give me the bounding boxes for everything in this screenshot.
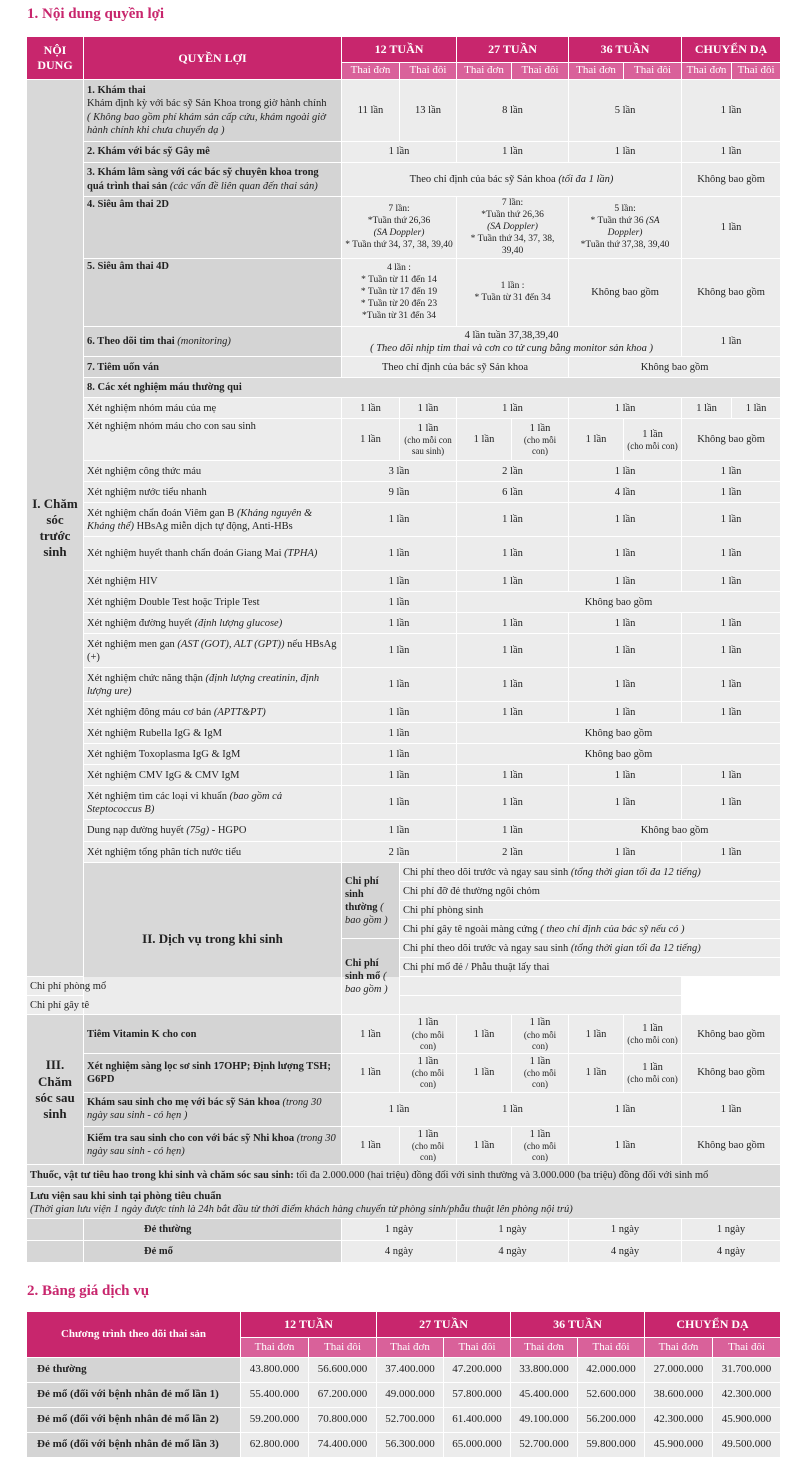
cell: 1 lần [682, 668, 781, 702]
cell: 1 lần [342, 142, 457, 163]
price-cell: 52.700.000 [511, 1433, 578, 1458]
row-kham-sau-sinh-con: Kiểm tra sau sinh cho con với bác sỹ Nhi khoa (trong 30 ngày sau sinh - có hẹn) [84, 1126, 342, 1165]
cell: 1 ngày [457, 1219, 569, 1241]
cell: 1 lần [342, 820, 457, 842]
cell: 1 lần [569, 571, 682, 592]
cell: Không bao gồm [682, 259, 781, 327]
header-thai-doi: Thai đôi [400, 63, 457, 80]
row-xn-cong-thuc-mau: Xét nghiệm công thức máu [84, 461, 342, 482]
cell: 1 lần [569, 503, 682, 537]
cell: 1 ngày [342, 1219, 457, 1241]
price-cell: 59.800.000 [578, 1433, 645, 1458]
cell: 1 lần [457, 142, 569, 163]
cell: 1 lần [682, 765, 781, 786]
cell: 7 lần: *Tuần thứ 26,36 (SA Doppler) * Tuần thứ 34, 37, 38, 39,40 [457, 197, 569, 259]
price-row-label: Đẻ thường [27, 1358, 241, 1383]
cell: 1 lần [457, 634, 569, 668]
cell: 1 lần (cho mỗi con) [624, 1054, 682, 1093]
cell: 1 lần (cho mỗi con) [400, 1054, 457, 1093]
cell: Không bao gồm [682, 1015, 781, 1054]
cell: 1 lần [342, 1126, 400, 1165]
row-xn-double-test: Xét nghiệm Double Test hoặc Triple Test [84, 592, 342, 613]
price-cell: 45.400.000 [511, 1383, 578, 1408]
cell: 1 lần [569, 461, 682, 482]
cell: Không bao gồm [569, 357, 781, 378]
cell: 4 lần : * Tuần từ 11 đến 14 * Tuần từ 17 đến 19 * Tuần từ 20 đến 23 *Tuần từ 31 đến 34 [342, 259, 457, 327]
row-chi-phi-sinh-mo: Chi phí sinh mổ ( bao gồm ) [342, 939, 400, 1015]
cell: 1 lần [682, 702, 781, 723]
cell: 1 lần [682, 142, 781, 163]
cell: 1 lần [342, 1015, 400, 1054]
price-cell: 56.300.000 [377, 1433, 444, 1458]
row-xn-men-gan: Xét nghiệm men gan (AST (GOT), ALT (GPT)) nếu HBsAg (+) [84, 634, 342, 668]
price-cell: 49.000.000 [377, 1383, 444, 1408]
cell: 1 lần [569, 634, 682, 668]
cell: 1 lần [457, 765, 569, 786]
cell: Theo chỉ định của bác sỹ Sản khoa [342, 357, 569, 378]
cell: 1 ngày [682, 1219, 781, 1241]
cell: Theo chỉ định của bác sỹ Sản khoa (tối đa 1 lần) [342, 163, 682, 197]
row-xn-giang-mai: Xét nghiệm huyết thanh chẩn đoán Giang Mai (TPHA) [84, 537, 342, 571]
row-luu-vien: Lưu viện sau khi sinh tại phòng tiêu chuẩn (Thời gian lưu viện 1 ngày được tính là 24h bắt đầu từ thời điểm khách hàng chuyển từ phòng sinh/phẫu thuật lên phòng nội trú) [27, 1187, 781, 1219]
cell: 1 lần (cho mỗi con) [400, 1126, 457, 1165]
cell: 1 lần [457, 1054, 512, 1093]
row-xn-rubella: Xét nghiệm Rubella IgG & IgM [84, 723, 342, 744]
cell: 1 lần [457, 537, 569, 571]
section-2-title: 2. Bảng giá dịch vụ [27, 1283, 150, 1299]
cell: 1 lần [569, 1054, 624, 1093]
cell: Không bao gồm [569, 820, 781, 842]
cell: Chi phí phòng mổ [27, 977, 682, 996]
cell: 1 lần [569, 668, 682, 702]
price-row-label: Đẻ mổ (đối với bệnh nhân đẻ mổ lần 2) [27, 1408, 241, 1433]
price-header-thai-doi: Thai đôi [713, 1338, 781, 1358]
cell: 1 lần [342, 702, 457, 723]
row-sang-loc-so-sinh: Xét nghiệm sàng lọc sơ sinh 17OHP; Định lượng TSH; G6PD [84, 1054, 342, 1093]
cell: 1 lần [569, 142, 682, 163]
cell: Không bao gồm [682, 1126, 781, 1165]
cell: 4 ngày [682, 1241, 781, 1263]
cell: 1 lần [457, 398, 569, 419]
cell: Không bao gồm [457, 723, 781, 744]
price-cell: 42.300.000 [645, 1408, 713, 1433]
cell: 1 lần [682, 613, 781, 634]
price-cell: 43.800.000 [241, 1358, 309, 1383]
cell: 1 lần [569, 1126, 682, 1165]
cell: 1 lần [342, 634, 457, 668]
row-xn-vi-khuan: Xét nghiệm tìm các loại vi khuẩn (bao gồm cả Steptococcus B) [84, 786, 342, 820]
cell: 1 lần [569, 786, 682, 820]
row-kham-gay-me: 2. Khám với bác sỹ Gây mê [84, 142, 342, 163]
section-label-pre-natal: I. Chăm sóc trước sinh [27, 80, 84, 977]
cell: 4 ngày [342, 1241, 457, 1263]
cell: 1 lần [569, 398, 682, 419]
header-noi-dung: NỘI DUNG [27, 37, 84, 80]
cell: 1 lần [569, 1015, 624, 1054]
cell: 1 lần [682, 571, 781, 592]
cell: 11 lần [342, 80, 400, 142]
row-kham-thai: 1. Khám thai Khám định kỳ với bác sỹ Sản Khoa trong giờ hành chính ( Không bao gồm phí khám sản cấp cứu, khám ngoài giờ hành chính khi chưa chuyển dạ ) [84, 80, 342, 142]
cell: Không bao gồm [682, 163, 781, 197]
price-header-program: Chương trình theo dõi thai sản [27, 1312, 241, 1358]
cell: 1 lần [682, 537, 781, 571]
cell: 1 lần [569, 419, 624, 461]
row-xn-toxoplasma: Xét nghiệm Toxoplasma IgG & IgM [84, 744, 342, 765]
row-sieu-am-4d: 5. Siêu âm thai 4D [84, 259, 342, 327]
price-header-package: 12 TUẦN [241, 1312, 377, 1338]
price-header-package: CHUYỂN DẠ [645, 1312, 781, 1338]
cell: 2 lần [457, 461, 569, 482]
cell: 4 lần tuần 37,38,39,40 ( Theo dõi nhịp tim thai và cơn co tử cung bằng monitor sản khoa ) [342, 327, 682, 357]
row-kham-lam-sang: 3. Khám lâm sàng với các bác sỹ chuyên khoa trong quá trình thai sản (các vấn đề liên quan đến thai sản) [84, 163, 342, 197]
cell: 1 lần (cho mỗi con) [400, 1015, 457, 1054]
cell: 9 lần [342, 482, 457, 503]
row-thuoc-vat-tu: Thuốc, vật tư tiêu hao trong khi sinh và chăm sóc sau sinh: tối đa 2.000.000 (hai triệu) đồng đối với sinh thường và 3.000.000 (ba triệu) đồng đối với sinh mổ [27, 1165, 781, 1187]
cell: 13 lần [400, 80, 457, 142]
cell-empty [27, 1219, 84, 1241]
price-cell: 49.100.000 [511, 1408, 578, 1433]
header-thai-doi: Thai đôi [624, 63, 682, 80]
cell: 1 lần [569, 1092, 682, 1126]
price-header-thai-doi: Thai đôi [309, 1338, 377, 1358]
price-cell: 70.800.000 [309, 1408, 377, 1433]
price-cell: 52.700.000 [377, 1408, 444, 1433]
cell: 1 lần (cho mỗi con) [624, 419, 682, 461]
cell: 1 lần [682, 634, 781, 668]
cell: 1 ngày [569, 1219, 682, 1241]
cell: 1 lần [732, 398, 781, 419]
row-vitamin-k: Tiêm Vitamin K cho con [84, 1015, 342, 1054]
price-header-thai-don: Thai đơn [511, 1338, 578, 1358]
price-cell: 57.800.000 [444, 1383, 511, 1408]
row-sieu-am-2d: 4. Siêu âm thai 2D [84, 197, 342, 259]
cell: 1 lần [457, 613, 569, 634]
header-thai-don: Thai đơn [682, 63, 732, 80]
cell-empty [27, 1241, 84, 1263]
section-1-title: 1. Nội dung quyền lợi [27, 6, 165, 22]
cell: 2 lần [457, 842, 569, 863]
cell: 1 lần (cho mỗi con) [512, 1015, 569, 1054]
header-package: CHUYỂN DẠ [682, 37, 781, 63]
price-header-thai-don: Thai đơn [645, 1338, 713, 1358]
cell: 1 lần : * Tuần từ 31 đến 34 [457, 259, 569, 327]
cell: 1 lần [682, 80, 781, 142]
cell: Không bao gồm [457, 592, 781, 613]
cell: 4 ngày [457, 1241, 569, 1263]
row-tiem-uon-van: 7. Tiêm uốn ván [84, 357, 342, 378]
row-kham-sau-sinh-me: Khám sau sinh cho mẹ với bác sỹ Sản khoa (trong 30 ngày sau sinh - có hẹn ) [84, 1092, 342, 1126]
cell: 1 lần (cho mỗi con) [512, 419, 569, 461]
cell: 1 lần (cho mỗi con) [512, 1054, 569, 1093]
row-xn-hiv: Xét nghiệm HIV [84, 571, 342, 592]
row-xn-chuc-nang-than: Xét nghiệm chức năng thận (định lượng creatinin, định lượng ure) [84, 668, 342, 702]
row-xn-viem-gan-b: Xét nghiệm chẩn đoán Viêm gan B (Kháng nguyên & Kháng thể) HBsAg miễn dịch tự động, Anti-HBs [84, 503, 342, 537]
cell: 8 lần [457, 80, 569, 142]
row-xet-nghiem-mau-header: 8. Các xét nghiệm máu thường qui [84, 378, 781, 398]
price-cell: 38.600.000 [645, 1383, 713, 1408]
cell: 1 lần [569, 765, 682, 786]
cell: 1 lần (cho mỗi con sau sinh) [400, 419, 457, 461]
price-cell: 59.200.000 [241, 1408, 309, 1433]
price-cell: 49.500.000 [713, 1433, 781, 1458]
cell: 1 lần (cho mỗi con) [624, 1015, 682, 1054]
cell: 1 lần [682, 842, 781, 863]
row-de-thuong: Đẻ thường [84, 1219, 342, 1241]
price-header-thai-doi: Thai đôi [444, 1338, 511, 1358]
cell: 1 lần [342, 613, 457, 634]
price-cell: 31.700.000 [713, 1358, 781, 1383]
section-label-delivery: II. Dịch vụ trong khi sinh [84, 863, 342, 1015]
cell: 1 lần [342, 786, 457, 820]
cell: 1 lần [457, 1126, 512, 1165]
cell: Chi phí theo dõi trước và ngay sau sinh (tổng thời gian tối đa 12 tiếng) [400, 863, 781, 882]
price-cell: 33.800.000 [511, 1358, 578, 1383]
cell: 1 lần [342, 1092, 457, 1126]
price-cell: 65.000.000 [444, 1433, 511, 1458]
row-xn-cmv: Xét nghiệm CMV IgG & CMV IgM [84, 765, 342, 786]
cell: 4 lần [569, 482, 682, 503]
price-row-label: Đẻ mổ (đối với bệnh nhân đẻ mổ lần 1) [27, 1383, 241, 1408]
row-xn-duong-huyet: Xét nghiệm đường huyết (định lượng glucose) [84, 613, 342, 634]
cell: Chi phí phòng sinh [400, 901, 781, 920]
cell: 1 lần [457, 820, 569, 842]
cell: 1 lần [457, 503, 569, 537]
cell: 1 lần [342, 537, 457, 571]
cell: 1 lần [342, 744, 457, 765]
price-header-thai-don: Thai đơn [377, 1338, 444, 1358]
cell: Chi phí mổ đẻ / Phẫu thuật lấy thai [400, 958, 781, 977]
price-cell: 42.000.000 [578, 1358, 645, 1383]
cell: 1 lần [569, 537, 682, 571]
cell: 1 lần [457, 419, 512, 461]
price-cell: 42.300.000 [713, 1383, 781, 1408]
cell: 1 lần [682, 398, 732, 419]
cell: 7 lần: *Tuần thứ 26,36 (SA Doppler) * Tuần thứ 34, 37, 38, 39,40 [342, 197, 457, 259]
cell: 1 lần [682, 503, 781, 537]
cell: 1 lần [342, 398, 400, 419]
price-cell: 56.200.000 [578, 1408, 645, 1433]
cell: 1 lần [569, 842, 682, 863]
benefits-table [26, 36, 781, 1263]
cell: 1 lần [569, 613, 682, 634]
cell: 6 lần [457, 482, 569, 503]
row-chi-phi-sinh-thuong: Chi phí sinh thường ( bao gồm ) [342, 863, 400, 939]
cell: 1 lần [342, 503, 457, 537]
header-thai-doi: Thai đôi [732, 63, 781, 80]
cell: 1 lần [342, 419, 400, 461]
cell: Không bao gồm [682, 419, 781, 461]
price-cell: 52.600.000 [578, 1383, 645, 1408]
cell: 1 lần [457, 1015, 512, 1054]
cell: 1 lần [400, 398, 457, 419]
cell: 1 lần [342, 571, 457, 592]
header-thai-don: Thai đơn [569, 63, 624, 80]
row-xn-dung-nap-duong: Dung nạp đường huyết (75g) - HGPO [84, 820, 342, 842]
cell: 5 lần: * Tuần thứ 36 (SA Doppler) *Tuần thứ 37,38, 39,40 [569, 197, 682, 259]
cell: 1 lần [682, 1092, 781, 1126]
cell: 1 lần [342, 723, 457, 744]
row-de-mo: Đẻ mổ [84, 1241, 342, 1263]
cell: 1 lần [457, 668, 569, 702]
row-xn-nhom-mau-con: Xét nghiệm nhóm máu cho con sau sinh [84, 419, 342, 461]
cell: 3 lần [342, 461, 457, 482]
price-table [26, 1311, 781, 1458]
cell: 1 lần [682, 197, 781, 259]
price-cell: 27.000.000 [645, 1358, 713, 1383]
header-package: 36 TUẦN [569, 37, 682, 63]
price-cell: 56.600.000 [309, 1358, 377, 1383]
cell: 2 lần [342, 842, 457, 863]
cell: Không bao gồm [682, 1054, 781, 1093]
header-thai-don: Thai đơn [342, 63, 400, 80]
price-header-package: 27 TUẦN [377, 1312, 511, 1338]
price-cell: 74.400.000 [309, 1433, 377, 1458]
row-xn-nuoc-tieu-nhanh: Xét nghiệm nước tiểu nhanh [84, 482, 342, 503]
price-row-label: Đẻ mổ (đối với bệnh nhân đẻ mổ lần 3) [27, 1433, 241, 1458]
header-quyen-loi: QUYỀN LỢI [84, 37, 342, 80]
row-xn-dong-mau: Xét nghiệm đông máu cơ bản (APTT&PT) [84, 702, 342, 723]
price-cell: 62.800.000 [241, 1433, 309, 1458]
cell: Chi phí theo dõi trước và ngay sau sinh (tổng thời gian tối đa 12 tiếng) [400, 939, 781, 958]
price-cell: 47.200.000 [444, 1358, 511, 1383]
header-thai-don: Thai đơn [457, 63, 512, 80]
price-cell: 45.900.000 [713, 1408, 781, 1433]
cell: 1 lần [682, 327, 781, 357]
cell: 5 lần [569, 80, 682, 142]
row-xn-nhom-mau-me: Xét nghiệm nhóm máu của mẹ [84, 398, 342, 419]
cell: 1 lần [457, 1092, 569, 1126]
cell: 1 lần [457, 786, 569, 820]
price-cell: 45.900.000 [645, 1433, 713, 1458]
price-header-thai-don: Thai đơn [241, 1338, 309, 1358]
cell: Chi phí đỡ đẻ thường ngôi chỏm [400, 882, 781, 901]
cell: Chi phí gây tê ngoài màng cứng ( theo chỉ định của bác sỹ nếu có ) [400, 920, 781, 939]
header-package: 12 TUẦN [342, 37, 457, 63]
header-package: 27 TUẦN [457, 37, 569, 63]
row-theo-doi-tim-thai: 6. Theo dõi tim thai (monitoring) [84, 327, 342, 357]
cell: 1 lần [457, 702, 569, 723]
cell: 1 lần [457, 571, 569, 592]
cell: 1 lần [342, 1054, 400, 1093]
cell: Không bao gồm [457, 744, 781, 765]
price-cell: 67.200.000 [309, 1383, 377, 1408]
cell: 1 lần [569, 702, 682, 723]
cell: 1 lần [682, 482, 781, 503]
cell: Không bao gồm [569, 259, 682, 327]
header-thai-doi: Thai đôi [512, 63, 569, 80]
price-cell: 61.400.000 [444, 1408, 511, 1433]
cell: 1 lần [342, 765, 457, 786]
cell: Chi phí gây tê [27, 996, 682, 1015]
cell: 1 lần (cho mỗi con) [512, 1126, 569, 1165]
price-header-thai-doi: Thai đôi [578, 1338, 645, 1358]
price-cell: 37.400.000 [377, 1358, 444, 1383]
row-xn-tong-phan-tich-nuoc-tieu: Xét nghiệm tổng phân tích nước tiểu [84, 842, 342, 863]
price-cell: 55.400.000 [241, 1383, 309, 1408]
cell: 1 lần [682, 786, 781, 820]
price-header-package: 36 TUẦN [511, 1312, 645, 1338]
section-label-post-natal: III. Chăm sóc sau sinh [27, 1015, 84, 1165]
cell: 1 lần [342, 668, 457, 702]
cell: 4 ngày [569, 1241, 682, 1263]
cell: 1 lần [682, 461, 781, 482]
cell: 1 lần [342, 592, 457, 613]
